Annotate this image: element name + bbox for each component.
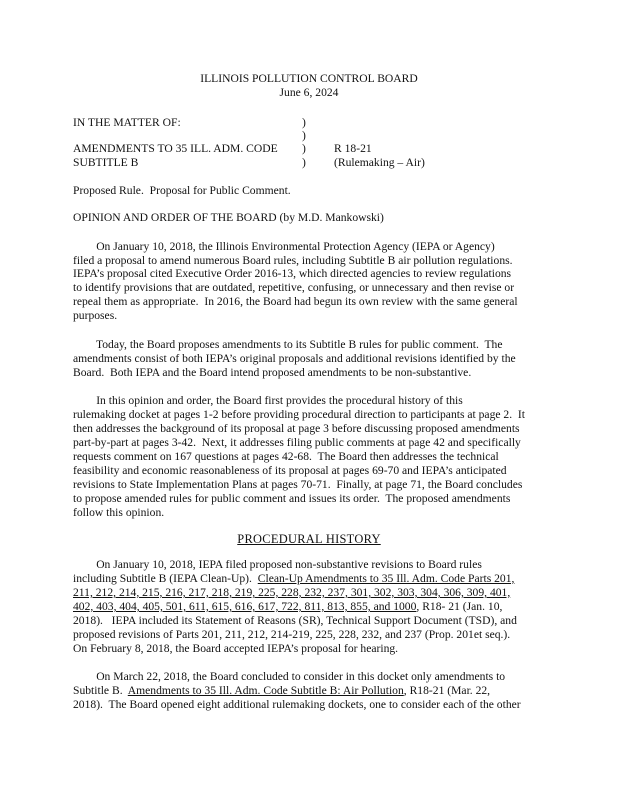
- caption-paren: ): [302, 129, 306, 142]
- paragraph-line: In this opinion and order, the Board first provides the procedural history of this: [73, 394, 463, 407]
- caption-title-line-2: SUBTITLE B: [73, 156, 139, 169]
- paragraph-line: On March 22, 2018, the Board concluded to consider in this docket only amendments to: [73, 670, 506, 683]
- paragraph-line: Board. Both IEPA and the Board intend proposed amendments to be non-substantive.: [73, 366, 472, 379]
- case-citation: Amendments to 35 Ill. Adm. Code Subtitle B: Air Pollution: [127, 684, 404, 697]
- plain-text: , R18-21 (Mar. 22,: [403, 684, 491, 697]
- case-citation: 211, 212, 214, 215, 216, 217, 218, 219, 225, 228, 232, 237, 301, 302, 303, 304, 306, 309, 401,: [73, 586, 511, 599]
- caption-title-line-1: AMENDMENTS TO 35 ILL. ADM. CODE: [73, 142, 278, 155]
- paragraph-line: On February 8, 2018, the Board accepted IEPA’s proposal for hearing.: [73, 642, 399, 655]
- paragraph-line: filed a proposal to amend numerous Board rules, including Subtitle B air pollution regulations.: [73, 254, 513, 267]
- plain-text: , R18- 21 (Jan. 10,: [416, 600, 503, 613]
- paragraph-line: On January 10, 2018, IEPA filed proposed non-substantive revisions to Board rules: [73, 558, 482, 571]
- case-citation: Clean-Up Amendments to 35 Ill. Adm. Code Parts 201,: [257, 572, 515, 585]
- paragraph-line: 2018). The Board opened eight additional rulemaking dockets, one to consider each of the other: [73, 698, 521, 711]
- plain-text: including Subtitle B (IEPA Clean-Up).: [73, 572, 258, 585]
- paragraph-line: Today, the Board proposes amendments to its Subtitle B rules for public comment. The: [73, 338, 503, 351]
- caption-in-matter: IN THE MATTER OF:: [73, 116, 181, 129]
- paragraph-line: [73, 684, 490, 698]
- opinion-heading: OPINION AND ORDER OF THE BOARD (by M.D. Mankowski): [73, 211, 384, 224]
- section-heading: PROCEDURAL HISTORY: [237, 532, 381, 546]
- paragraph-line: 2018). IEPA included its Statement of Reasons (SR), Technical Support Document (TSD), and: [73, 614, 517, 627]
- paragraph-line: repeal them as appropriate. In 2016, the Board had begun its own review with the same general: [73, 295, 518, 308]
- paragraph-line: rulemaking docket at pages 1-2 before providing procedural direction to participants at page 2. It: [73, 408, 525, 421]
- paragraph-line: On January 10, 2018, the Illinois Environmental Protection Agency (IEPA or Agency): [73, 240, 495, 253]
- paragraph-line: [73, 572, 514, 586]
- paragraph-line: revisions to State Implementation Plans at pages 70-71. Finally, at page 71, the Board concludes: [73, 478, 523, 491]
- paragraph-line: proposed revisions of Parts 201, 211, 212, 214-219, 225, 228, 232, and 237 (Prop. 201et seq.).: [73, 628, 511, 641]
- paragraph-line: to identify provisions that are outdated, repetitive, confusing, or unnecessary and then revise or: [73, 281, 515, 294]
- caption-paren: ): [302, 142, 306, 155]
- paragraph-line: amendments consist of both IEPA’s original proposals and additional revisions identified by the: [73, 352, 516, 365]
- caption-docket-number: R 18-21: [334, 142, 372, 155]
- document-date: June 6, 2024: [279, 86, 339, 99]
- plain-text: Subtitle B.: [73, 684, 128, 697]
- caption-rulemaking-type: (Rulemaking – Air): [334, 156, 425, 169]
- paragraph-line: then addresses the background of its proposal at page 3 before discussing proposed amendments: [73, 422, 520, 435]
- caption-paren: ): [302, 156, 306, 169]
- board-name: ILLINOIS POLLUTION CONTROL BOARD: [200, 72, 418, 85]
- paragraph-line: IEPA’s proposal cited Executive Order 2016-13, which directed agencies to review regulations: [73, 267, 512, 280]
- paragraph-line: follow this opinion.: [73, 506, 165, 519]
- paragraph-line: feasibility and economic reasonableness of its proposal at pages 69-70 and IEPA’s anticipated: [73, 464, 507, 477]
- proposed-rule-line: Proposed Rule. Proposal for Public Comment.: [73, 184, 291, 197]
- paragraph-line: requests comment on 167 questions at pages 42-68. The Board then addresses the technical: [73, 450, 499, 463]
- paragraph-line: [73, 600, 502, 614]
- paragraph-line: to propose amended rules for public comment and issues its order. The proposed amendments: [73, 492, 511, 505]
- paragraph-line: purposes.: [73, 309, 118, 322]
- paragraph-line: part-by-part at pages 3-42. Next, it addresses filing public comments at page 42 and specifically: [73, 436, 521, 449]
- caption-paren: ): [302, 116, 306, 129]
- case-citation: 402, 403, 404, 405, 501, 611, 615, 616, 617, 722, 811, 813, 855, and 1000: [73, 600, 417, 613]
